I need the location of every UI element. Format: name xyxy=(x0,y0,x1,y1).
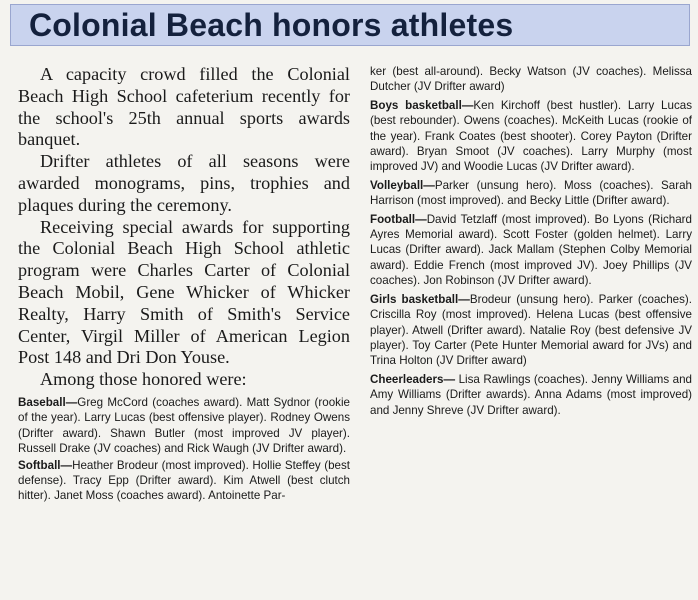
award-text: Parker (unsung hero). Moss (coaches). Sarah Harrison (most improved). and Becky Little (Drifter award). xyxy=(370,178,692,208)
sport-label: Baseball— xyxy=(18,395,78,409)
award-entry-girls-basketball xyxy=(370,292,692,369)
sport-label: Softball— xyxy=(18,458,73,472)
award-entry-volleyball xyxy=(370,178,692,209)
award-text: ker (best all-around). Becky Watson (JV coaches). Melissa Dutcher (JV Drifter award) xyxy=(370,65,692,94)
award-entry-cheerleaders xyxy=(370,372,692,418)
lead-paragraph: Drifter athletes of all seasons were awarded monograms, pins, trophies and plaques during the ceremony. xyxy=(18,151,350,215)
sport-label: Boys basketball— xyxy=(370,98,474,112)
sport-label: Cheerleaders— xyxy=(370,372,459,386)
left-column xyxy=(18,60,350,505)
award-entry-softball-continued xyxy=(370,64,692,95)
sport-label: Football— xyxy=(370,212,427,226)
award-text: Brodeur (unsung hero). Parker (coaches). Criscilla Roy (most improved). Helena Lucas (best offensive player). Atwell (Drifter award). Natalie Roy (best defensive JV player). Toy Carter (Pete Hunter Memorial award for JVs) and Trina Holton (JV Drifter award) xyxy=(370,292,692,368)
award-entry-softball xyxy=(18,458,350,504)
award-text: Greg McCord (coaches award). Matt Sydnor (rookie of the year). Larry Lucas (best offensive player). Rodney Owens (Drifter award). Shawn Butler (most improved JV player). Russell Drake (JV coaches) and Rick Waugh (JV Drifter award). xyxy=(18,395,350,456)
sport-label: Girls basketball— xyxy=(370,292,470,306)
award-entry-baseball xyxy=(18,395,350,457)
award-entry-boys-basketball xyxy=(370,98,692,175)
award-text: Heather Brodeur (most improved). Hollie Steffey (best defense). Tracy Epp (Drifter award). Kim Atwell (best clutch hitter). Janet Moss (coaches award). Antoinette Par- xyxy=(18,458,350,503)
award-text: David Tetzlaff (most improved). Bo Lyons (Richard Ayres Memorial award). Scott Foster (golden helmet). Larry Lucas (Drifter award). Jack Mallam (Stephen Colby Memorial award). Eddie French (most improved JV). Joey Phillips (JV coaches). Jon Robinson (JV Drifter award). xyxy=(370,212,692,288)
lead-paragraph: Among those honored were: xyxy=(40,369,247,390)
lead-paragraph: Receiving special awards for supporting the Colonial Beach High School athletic program were Charles Carter of Colonial Beach Mobil, Gene Whicker of Whicker Realty, Harry Smith of Smith's Service Center, Virgil Miller of American Legion Post 148 and Dri Don Youse. xyxy=(18,216,350,368)
sport-label: Volleyball— xyxy=(370,178,435,192)
award-entry-football xyxy=(370,212,692,289)
right-column xyxy=(370,64,692,421)
headline: Colonial Beach honors athletes xyxy=(10,4,690,46)
lead-paragraph: A capacity crowd filled the Colonial Beach High School cafeterium recently for the school's 25th annual sports awards banquet. xyxy=(18,64,350,150)
award-text: Ken Kirchoff (best hustler). Larry Lucas (best rebounder). Owens (coaches). McKeith Lucas (rookie of the year). Frank Coates (best shooter). Corey Payton (Drifter award). Bryan Smoot (JV coaches). Larry Murphy (most improved JV) and Woodie Lucas (JV Drifter award). xyxy=(370,98,692,174)
award-text: Lisa Rawlings (coaches). Jenny Williams and Amy Williams (Drifter awards). Anna Adams (most improved) and Jenny Shreve (JV Drifter award). xyxy=(370,372,692,417)
